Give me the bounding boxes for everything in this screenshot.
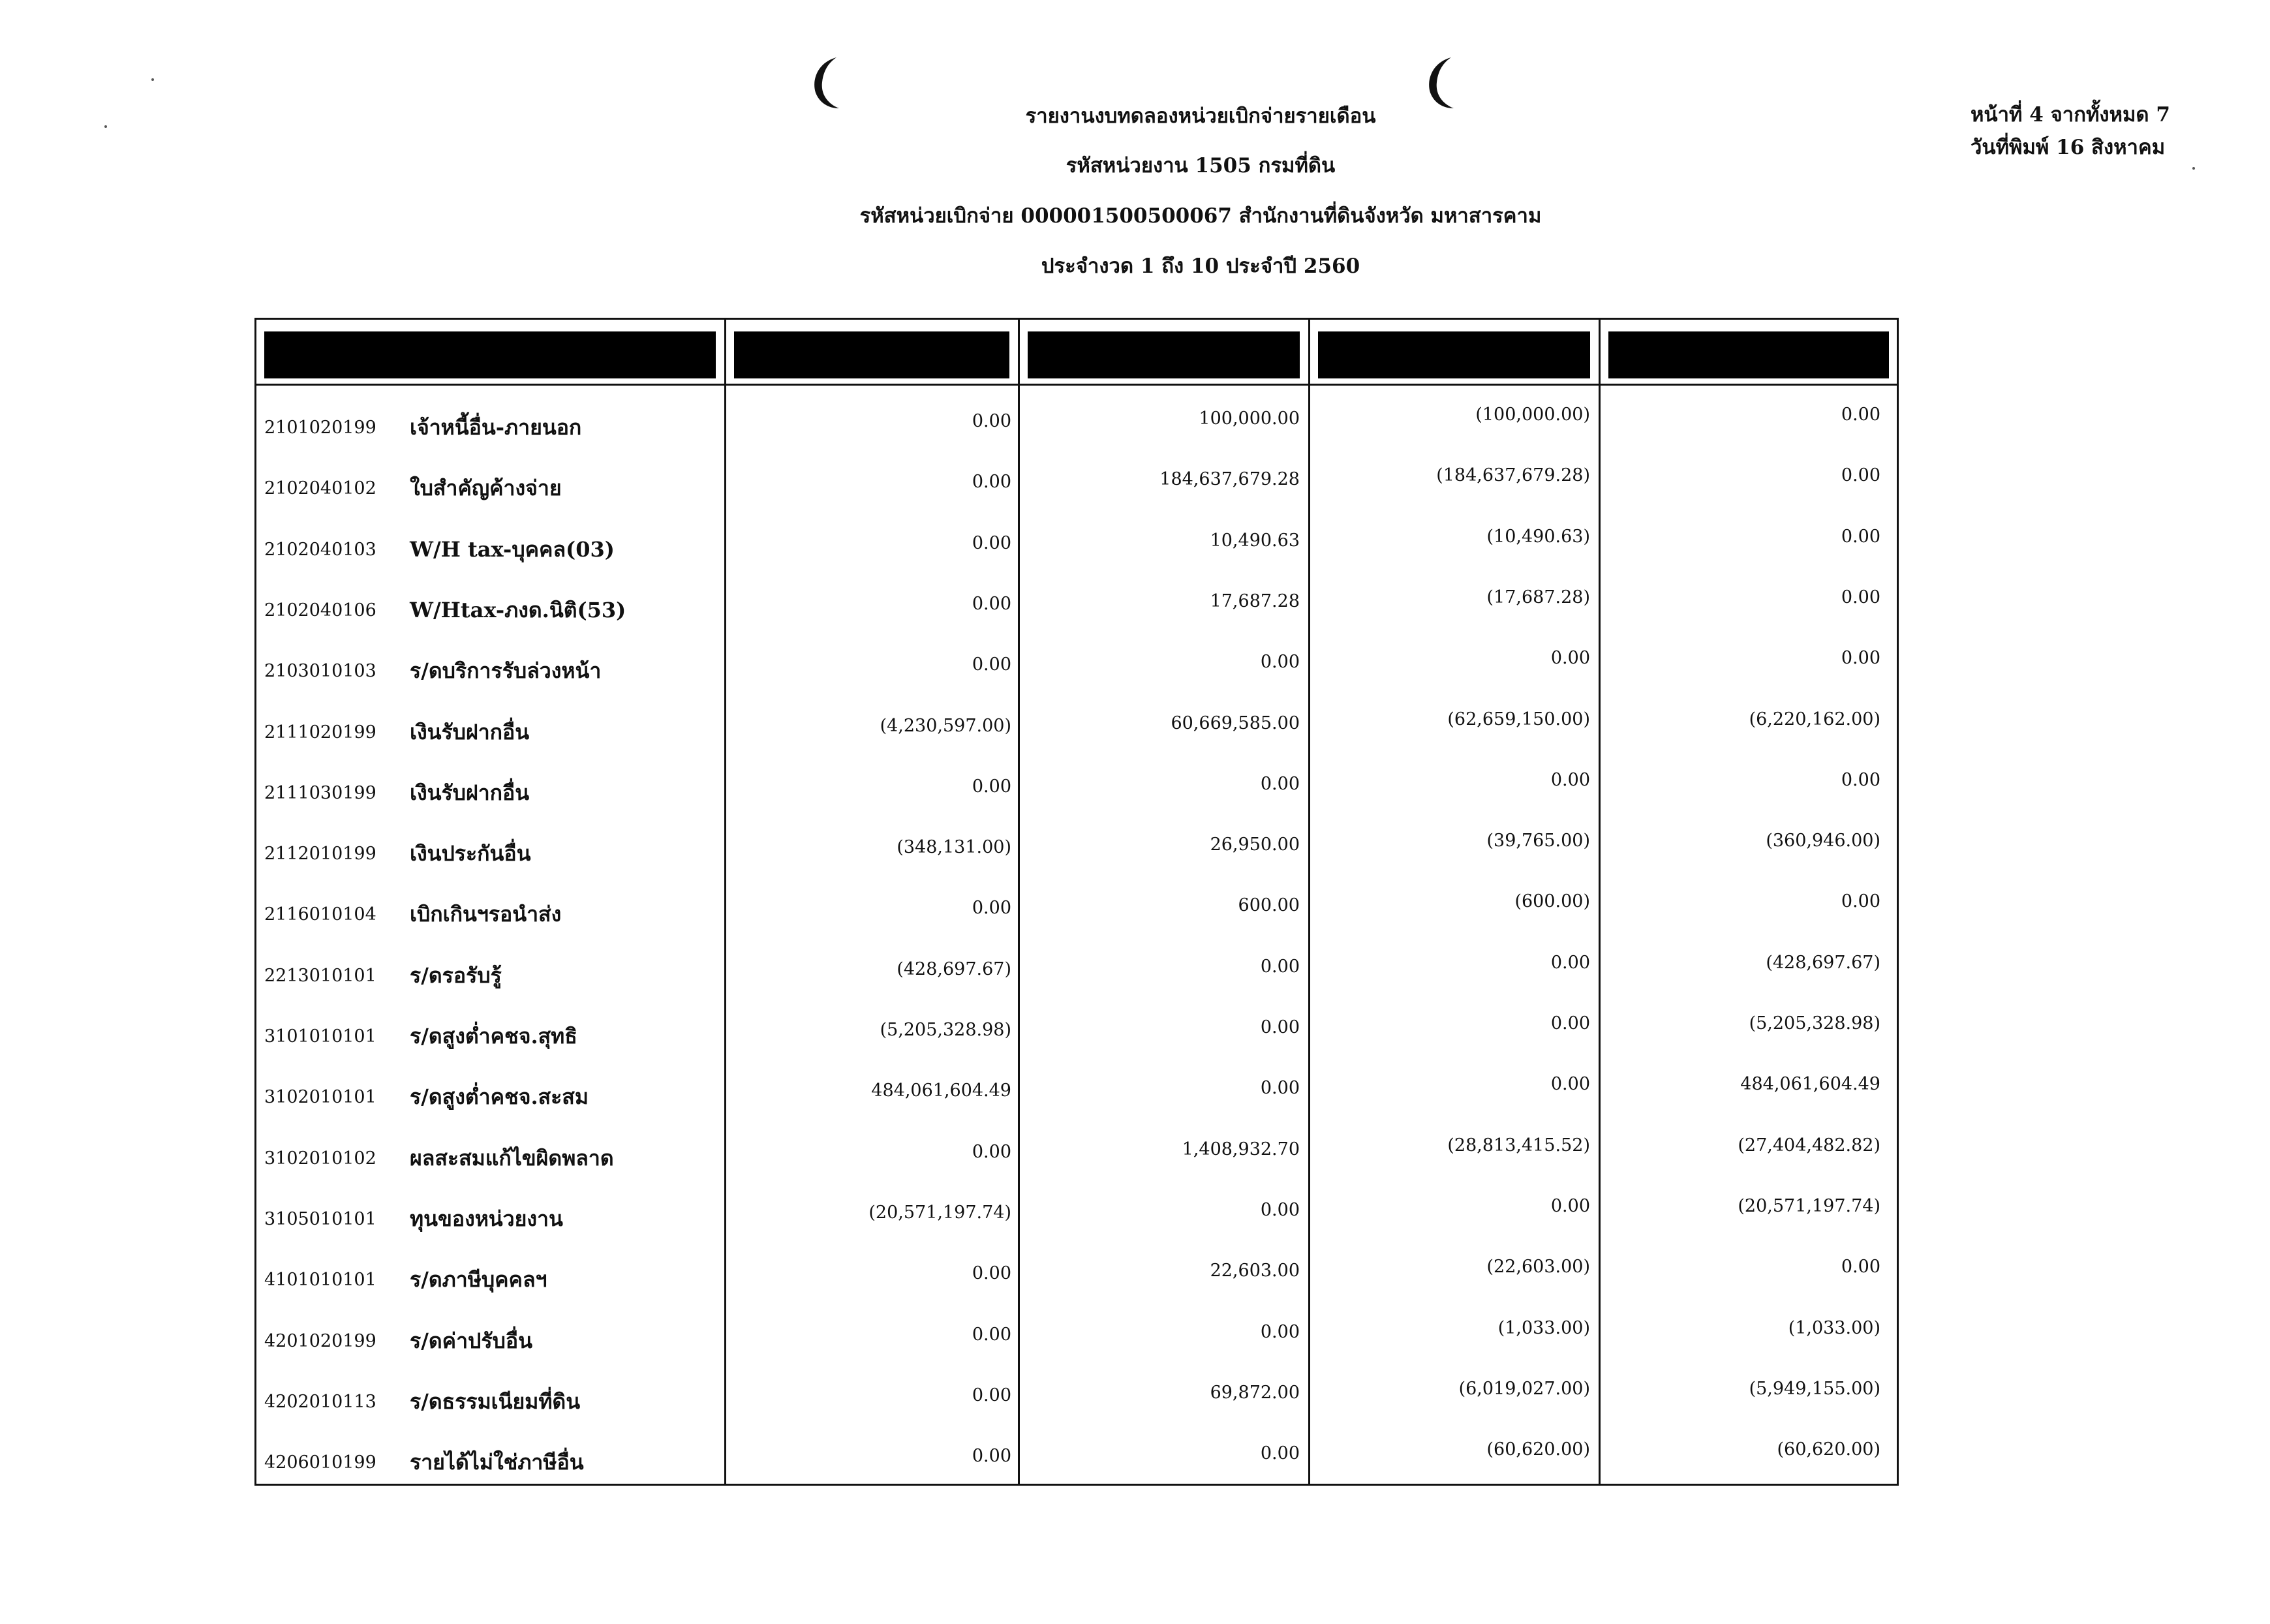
account-code: 4101010101 (264, 1270, 376, 1291)
credit-amount: (28,813,415.52) (1447, 1135, 1590, 1156)
account-name: เงินรับฝากอื่น (410, 719, 530, 744)
account-code: 2102040103 (264, 539, 376, 560)
opening-balance: (5,205,328.98) (880, 1020, 1011, 1040)
debit-amount: 0.00 (1260, 1443, 1300, 1464)
opening-balance: 0.00 (972, 1446, 1011, 1467)
table-row (0, 1195, 2270, 1263)
debit-amount: 0.00 (1260, 652, 1300, 673)
account-name: ผลสะสมแก้ไขผิดพลาด (410, 1145, 614, 1171)
credit-amount: (100,000.00) (1475, 405, 1590, 425)
table-row (0, 1378, 2270, 1446)
credit-amount: (600.00) (1514, 891, 1590, 912)
closing-balance: 0.00 (1841, 769, 1880, 790)
account-name: ร/ดบริการรับล่วงหน้า (410, 658, 602, 684)
account-code: 2101020199 (264, 418, 376, 438)
account-code: 4206010199 (264, 1452, 376, 1473)
closing-balance: (20,571,197.74) (1738, 1195, 1880, 1216)
closing-balance: 0.00 (1841, 526, 1880, 547)
opening-balance: (428,697.67) (897, 958, 1011, 979)
debit-amount: 100,000.00 (1199, 408, 1300, 429)
debit-amount: 10,490.63 (1210, 530, 1300, 551)
account-name: เบิกเกินฯรอนำส่ง (410, 902, 562, 927)
opening-balance: 0.00 (972, 411, 1011, 431)
account-name: เงินรับฝากอื่น (410, 780, 530, 805)
credit-amount: (22,603.00) (1486, 1257, 1590, 1278)
closing-balance: (27,404,482.82) (1738, 1135, 1880, 1156)
credit-amount: 0.00 (1550, 1074, 1590, 1095)
closing-balance: 0.00 (1841, 465, 1880, 486)
closing-balance: 0.00 (1841, 891, 1880, 912)
opening-balance: 0.00 (972, 1324, 1011, 1345)
account-name: ร/ดธรรมเนียมที่ดิน (410, 1388, 581, 1414)
credit-amount: (39,765.00) (1486, 831, 1590, 851)
closing-balance: 0.00 (1841, 405, 1880, 425)
opening-balance: 0.00 (972, 1141, 1011, 1162)
page-number: หน้าที่ 4 จากทั้งหมด 7 (1971, 103, 2170, 127)
account-code: 3105010101 (264, 1208, 376, 1229)
account-code: 2111020199 (264, 722, 376, 743)
redacted-header-col2 (1028, 331, 1300, 378)
debit-amount: 60,669,585.00 (1171, 712, 1300, 733)
credit-amount: (60,620.00) (1486, 1439, 1590, 1460)
account-code: 2103010103 (264, 661, 376, 682)
credit-amount: 0.00 (1550, 1195, 1590, 1216)
redacted-header-col3 (1318, 331, 1590, 378)
account-name: รายได้ไม่ใช่ภาษีอื่น (410, 1450, 584, 1475)
credit-amount: (17,687.28) (1486, 587, 1590, 607)
redacted-header-account (264, 331, 716, 378)
table-row (0, 709, 2270, 776)
account-code: 2112010199 (264, 844, 376, 865)
debit-amount: 1,408,932.70 (1182, 1139, 1300, 1159)
closing-balance: (60,620.00) (1777, 1439, 1880, 1460)
debit-amount: 17,687.28 (1210, 590, 1300, 611)
account-code: 3101010101 (264, 1026, 376, 1047)
header-divider (254, 384, 1899, 386)
report-period: ประจำงวด 1 ถึง 10 ประจำปี 2560 (1041, 254, 1360, 278)
scan-speck (151, 78, 154, 81)
table-row (0, 769, 2270, 837)
table-row (0, 1439, 2270, 1507)
debit-amount: 0.00 (1260, 773, 1300, 794)
credit-amount: (184,637,679.28) (1436, 465, 1590, 486)
redacted-header-col4 (1608, 331, 1889, 378)
credit-amount: 0.00 (1550, 1013, 1590, 1034)
opening-balance: 0.00 (972, 654, 1011, 675)
account-code: 4202010113 (264, 1391, 376, 1412)
closing-balance: 484,061,604.49 (1740, 1074, 1880, 1095)
redacted-header-col1 (734, 331, 1009, 378)
account-name: ร/ดสูงต่ำคชจ.สุทธิ (410, 1024, 577, 1049)
table-row (0, 526, 2270, 594)
opening-balance: 0.00 (972, 532, 1011, 553)
closing-balance: (5,949,155.00) (1749, 1378, 1880, 1399)
debit-amount: 0.00 (1260, 1017, 1300, 1037)
closing-balance: (428,697.67) (1766, 952, 1880, 973)
debit-amount: 69,872.00 (1210, 1382, 1300, 1403)
closing-balance: 0.00 (1841, 1257, 1880, 1278)
account-code: 2111030199 (264, 782, 376, 803)
scan-speck (2192, 167, 2195, 170)
debit-amount: 0.00 (1260, 1078, 1300, 1099)
account-code: 2213010101 (264, 965, 376, 986)
print-date: วันที่พิมพ์ 16 สิงหาคม (1971, 136, 2166, 159)
account-name: เจ้าหนี้อื่น-ภายนอก (410, 415, 582, 440)
closing-balance: (1,033.00) (1788, 1317, 1880, 1338)
table-row (0, 952, 2270, 1020)
opening-balance: 0.00 (972, 1263, 1011, 1284)
opening-balance: (20,571,197.74) (868, 1202, 1011, 1223)
table-row (0, 1317, 2270, 1385)
debit-amount: 0.00 (1260, 1199, 1300, 1220)
account-code: 2102040106 (264, 600, 376, 620)
account-code: 3102010101 (264, 1087, 376, 1108)
table-row (0, 1074, 2270, 1141)
debit-amount: 0.00 (1260, 1321, 1300, 1342)
opening-balance: (348,131.00) (897, 837, 1011, 858)
table-row (0, 1013, 2270, 1080)
table-row (0, 648, 2270, 715)
credit-amount: 0.00 (1550, 769, 1590, 790)
table-row (0, 465, 2270, 532)
closing-balance: 0.00 (1841, 648, 1880, 669)
opening-balance: 0.00 (972, 1385, 1011, 1405)
account-name: เงินประกันอื่น (410, 841, 531, 866)
credit-amount: (10,490.63) (1486, 526, 1590, 547)
opening-balance: 0.00 (972, 593, 1011, 614)
table-row (0, 891, 2270, 958)
table-row (0, 1257, 2270, 1324)
account-name: ทุนของหน่วยงาน (410, 1206, 563, 1231)
account-name: ใบสำคัญค้างจ่าย (410, 476, 562, 501)
account-name: ร/ดสูงต่ำคชจ.สะสม (410, 1084, 589, 1110)
account-name: W/Htax-ภงด.นิติ(53) (410, 597, 626, 622)
closing-balance: (6,220,162.00) (1749, 709, 1880, 729)
opening-balance: 484,061,604.49 (871, 1080, 1011, 1101)
scan-speck (104, 125, 107, 128)
account-name: W/H tax-บุคคล(03) (410, 536, 615, 562)
opening-balance: (4,230,597.00) (880, 715, 1011, 736)
debit-amount: 184,637,679.28 (1159, 469, 1300, 490)
opening-balance: 0.00 (972, 898, 1011, 919)
debit-amount: 0.00 (1260, 956, 1300, 977)
account-name: ร/ดภาษีบุคคลฯ (410, 1267, 547, 1293)
opening-balance: 0.00 (972, 472, 1011, 493)
opening-balance: 0.00 (972, 776, 1011, 797)
account-code: 2116010104 (264, 904, 376, 925)
table-row (0, 587, 2270, 654)
account-name: ร/ดค่าปรับอื่น (410, 1328, 532, 1353)
closing-balance: 0.00 (1841, 587, 1880, 607)
credit-amount: 0.00 (1550, 648, 1590, 669)
debit-amount: 26,950.00 (1210, 835, 1300, 855)
credit-amount: (6,019,027.00) (1458, 1378, 1590, 1399)
disburser-code: รหัสหน่วยเบิกจ่าย 000001500500067 สำนักงานที่ดินจังหวัด มหาสารคาม (859, 204, 1542, 228)
account-name: ร/ดรอรับรู้ (410, 962, 502, 988)
debit-amount: 600.00 (1238, 895, 1300, 916)
account-code: 3102010102 (264, 1148, 376, 1169)
table-row (0, 405, 2270, 472)
report-title: รายงานงบทดลองหน่วยเบิกจ่ายรายเดือน (1025, 104, 1376, 128)
account-code: 2102040102 (264, 478, 376, 499)
credit-amount: (1,033.00) (1497, 1317, 1590, 1338)
closing-balance: (5,205,328.98) (1749, 1013, 1880, 1034)
table-row (0, 1135, 2270, 1203)
credit-amount: 0.00 (1550, 952, 1590, 973)
credit-amount: (62,659,150.00) (1447, 709, 1590, 729)
closing-balance: (360,946.00) (1766, 831, 1880, 851)
agency-code: รหัสหน่วยงาน 1505 กรมที่ดิน (1066, 154, 1336, 177)
account-code: 4201020199 (264, 1330, 376, 1351)
table-row (0, 831, 2270, 898)
debit-amount: 22,603.00 (1210, 1261, 1300, 1281)
